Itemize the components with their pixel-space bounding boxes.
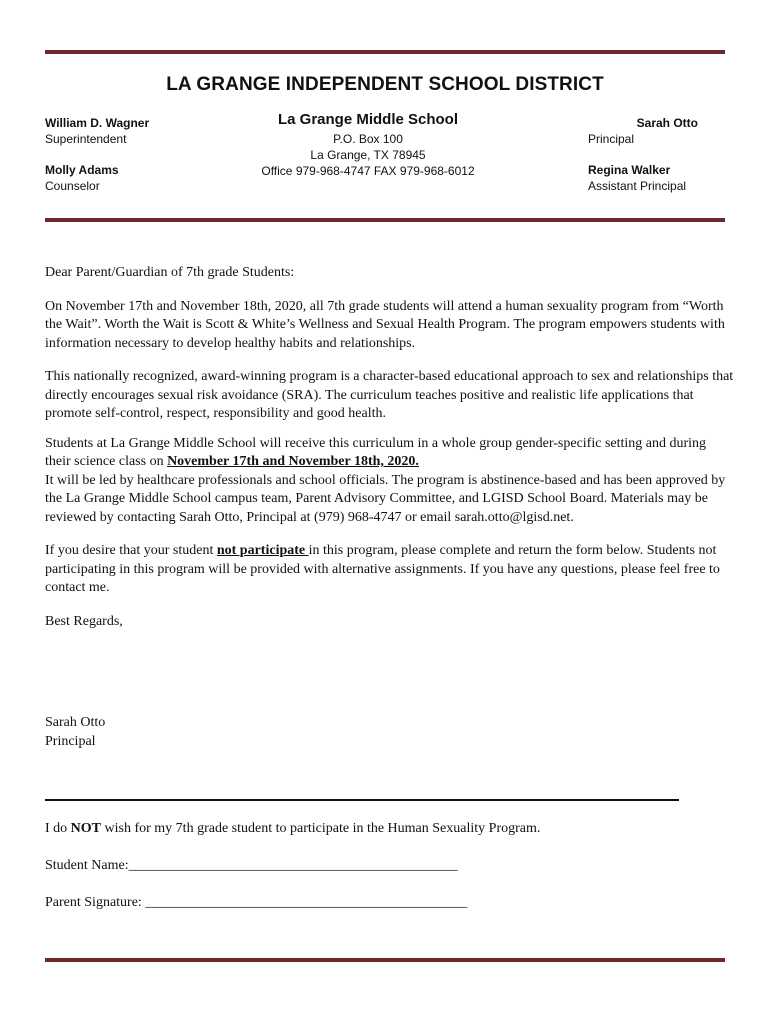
assistant-principal-role: Assistant Principal	[588, 179, 687, 193]
principal-role: Principal	[588, 132, 635, 146]
statement-text-a: I do	[45, 821, 71, 836]
parent-signature-label: Parent Signature:	[45, 895, 146, 910]
opt-out-text-b: in this program, please complete and return the form below. Students not participating in this program will be provided with alternative assignments. If you have any questions, please feel free to contact me.	[45, 543, 720, 595]
parent-signature-field[interactable]: ______________________________________________	[145, 895, 468, 910]
footer-rule	[45, 958, 725, 962]
student-name-label: Student Name:	[45, 858, 129, 873]
signature-space	[45, 646, 735, 714]
assistant-principal-block	[588, 162, 686, 194]
paragraph-schedule	[45, 435, 735, 528]
paragraph-program: On November 17th and November 18th, 2020, all 7th grade students will attend a human sexuality program from “Worth the Wait”. Worth the Wait is Scott & White’s Wellness and Sexual Health Program. The program empowers students with information necessary to develop healthy habits and relationships.	[45, 298, 725, 351]
parent-signature-row	[45, 894, 725, 912]
not-participate-emphasis: not participate	[216, 543, 309, 558]
signer-name: Sarah Otto	[45, 715, 106, 730]
closing: Best Regards,	[45, 613, 123, 629]
statement-text-b: wish for my 7th grade student to participate in the Human Sexuality Program.	[101, 821, 541, 836]
program-dates: November 17th and November 18th, 2020.	[167, 454, 419, 469]
phone-fax: Office 979-968-4747 FAX 979-968-6012	[261, 164, 475, 178]
paragraph-opt-out	[45, 542, 735, 598]
letter-body	[45, 264, 735, 751]
schedule-text-a: Students at La Grange Middle School will receive this curriculum in a whole group gender-specific setting and during their science class on	[45, 435, 707, 469]
student-name-row	[45, 857, 725, 875]
opt-out-form	[45, 820, 725, 931]
header-bottom-rule	[45, 218, 725, 222]
district-title: LA GRANGE INDEPENDENT SCHOOL DISTRICT	[166, 74, 604, 95]
assistant-principal-name: Regina Walker	[588, 163, 671, 177]
not-emphasis: NOT	[70, 821, 102, 836]
address-line-2: La Grange, TX 78945	[310, 148, 426, 162]
opt-out-text-a: If you desire that your student	[45, 543, 217, 558]
form-separator-line	[45, 799, 679, 801]
opt-out-statement	[45, 820, 725, 838]
address-line-1: P.O. Box 100	[333, 132, 403, 146]
schedule-text-b: It will be led by healthcare professionals and school officials. The program is abstinence-based and has been approved by the La Grange Middle School campus team, Parent Advisory Committee, and LGISD School Board. Materials may be reviewed by contacting Sarah Otto, Principal at (979) 968-4747 or email sarah.otto@lgisd.net.	[45, 472, 726, 525]
header-top-rule	[45, 50, 725, 54]
superintendent-role: Superintendent	[45, 132, 127, 146]
student-name-field[interactable]: _______________________________________________	[128, 858, 458, 873]
salutation: Dear Parent/Guardian of 7th grade Students:	[45, 265, 295, 280]
principal-block	[588, 115, 698, 147]
superintendent-name: William D. Wagner	[45, 116, 150, 130]
paragraph-curriculum: This nationally recognized, award-winning program is a character-based educational approach to sex and relationships that directly encourages sexual risk avoidance (SRA). The curriculum teaches positive and realistic life applications that promote self-control, respect, responsibility and good health.	[45, 369, 734, 421]
school-name: La Grange Middle School	[277, 111, 459, 128]
counselor-role: Counselor	[45, 179, 100, 193]
counselor-name: Molly Adams	[45, 163, 119, 177]
signer-title: Principal	[45, 733, 96, 749]
principal-name: Sarah Otto	[636, 116, 698, 130]
